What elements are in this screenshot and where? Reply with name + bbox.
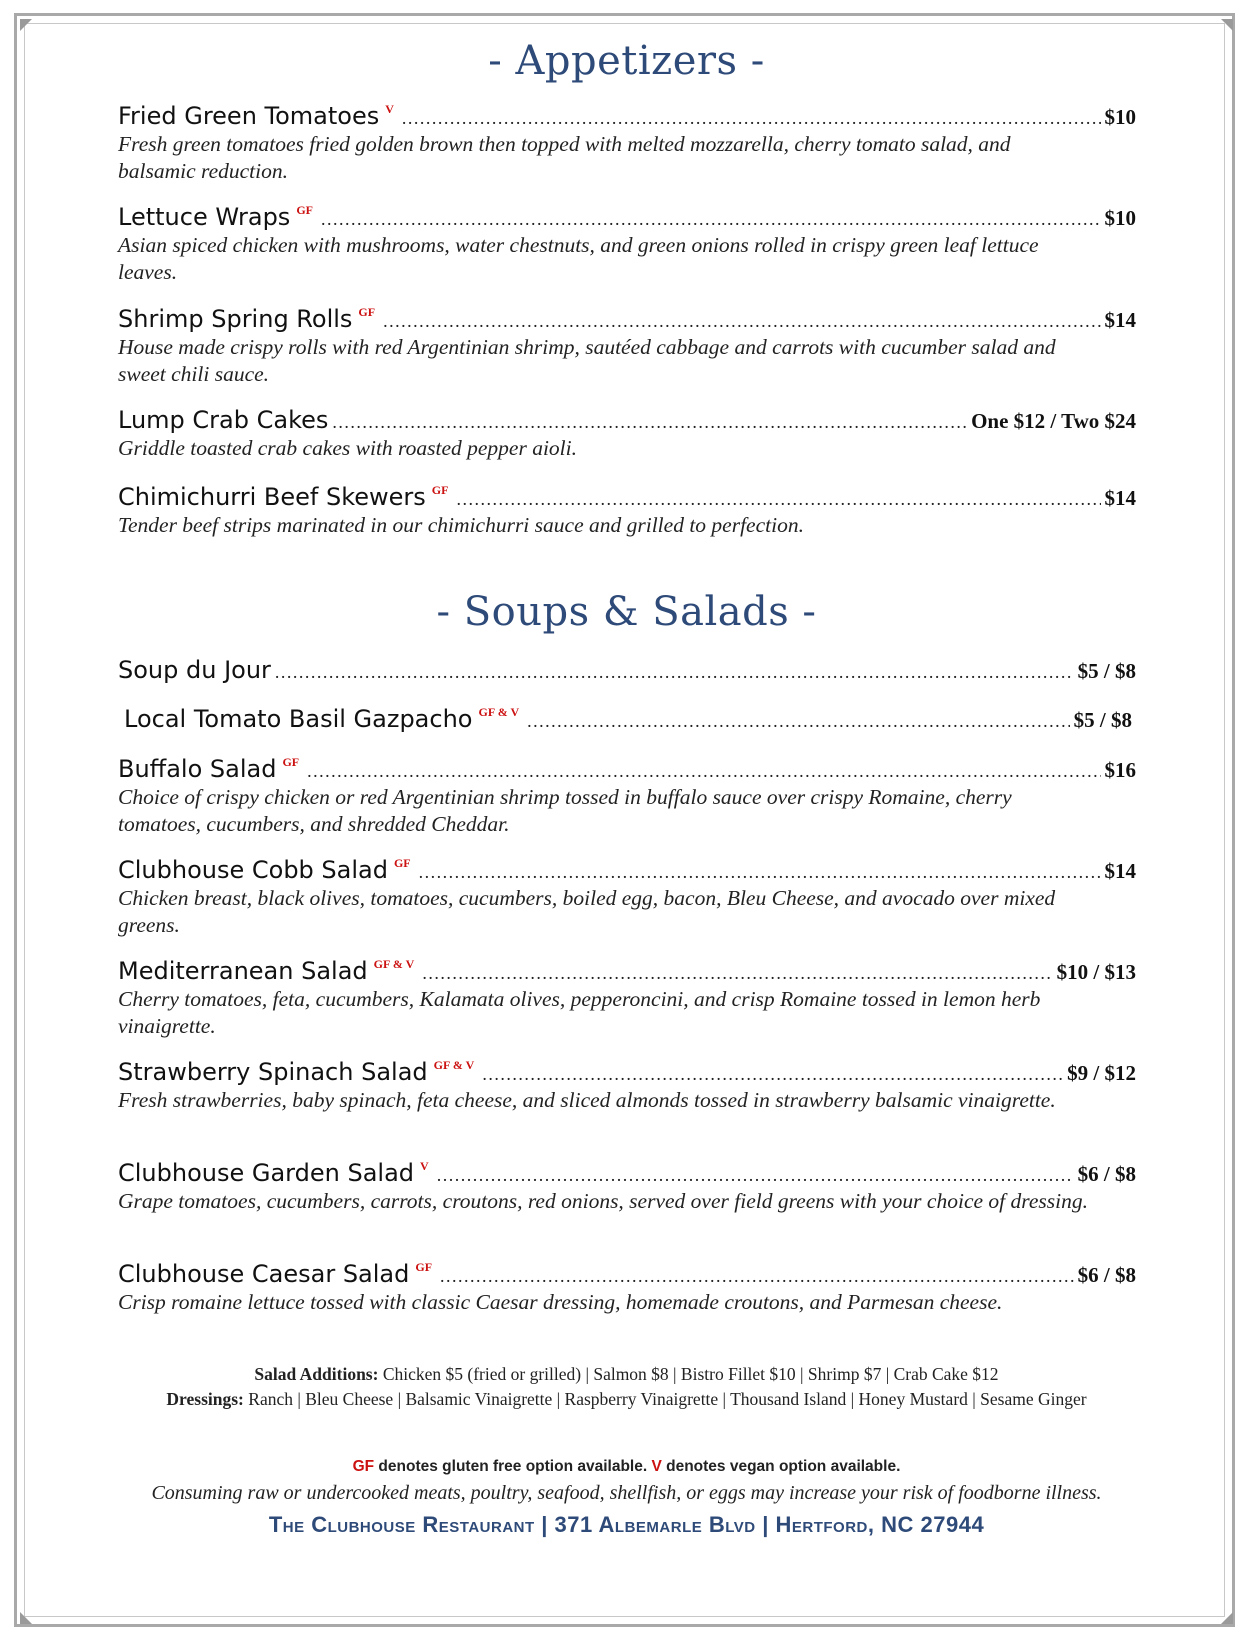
dot-leader bbox=[307, 761, 1100, 782]
item-name: Soup du Jour bbox=[118, 656, 271, 684]
item-name: Fried Green Tomatoes bbox=[118, 102, 380, 130]
item-price: $14 bbox=[1104, 859, 1136, 883]
dot-leader bbox=[437, 1165, 1074, 1186]
menu-item bbox=[118, 203, 1136, 286]
item-price: $5 / $8 bbox=[1073, 708, 1132, 732]
menu-item bbox=[118, 856, 1136, 939]
diet-tag: GF bbox=[282, 755, 300, 769]
menu-item bbox=[118, 102, 1136, 185]
legend-gf-text: denotes gluten free option available. bbox=[374, 1458, 652, 1475]
item-name: Shrimp Spring Rolls bbox=[118, 305, 353, 333]
diet-tag: GF bbox=[415, 1260, 433, 1274]
dot-leader bbox=[332, 412, 967, 433]
item-price: $10 / $13 bbox=[1056, 960, 1136, 984]
item-name: Buffalo Salad bbox=[118, 755, 277, 783]
diet-tag: GF & V bbox=[478, 705, 520, 719]
dot-leader bbox=[321, 209, 1101, 230]
item-description: Fresh strawberries, baby spinach, feta cheese, and sliced almonds tossed in strawberry balsamic vinaigrette. bbox=[118, 1088, 1056, 1112]
diet-tag: V bbox=[385, 102, 394, 116]
menu-item bbox=[118, 305, 1136, 388]
item-price: $5 / $8 bbox=[1077, 659, 1136, 683]
dot-leader bbox=[527, 711, 1070, 732]
item-price: $9 / $12 bbox=[1067, 1061, 1136, 1085]
dot-leader bbox=[402, 108, 1101, 129]
food-safety-warning: Consuming raw or undercooked meats, poultry, seafood, shellfish, or eggs may increase your risk of foodborne illness. bbox=[151, 1482, 1102, 1504]
item-name: Clubhouse Garden Salad bbox=[118, 1159, 415, 1187]
item-description: Chicken breast, black olives, tomatoes, cucumbers, boiled egg, bacon, Bleu Cheese, and avocado over mixed greens. bbox=[118, 886, 1056, 937]
item-price: $14 bbox=[1104, 308, 1136, 332]
diet-legend bbox=[0, 1458, 1253, 1476]
item-description: Grape tomatoes, cucumbers, carrots, croutons, red onions, served over field greens with your choice of dressing. bbox=[118, 1189, 1088, 1213]
additions-text: Chicken $5 (fried or grilled) | Salmon $8 | Bistro Fillet $10 | Shrimp $7 | Crab Cake $12 bbox=[382, 1364, 999, 1384]
item-price: $14 bbox=[1104, 486, 1136, 510]
dot-leader bbox=[419, 862, 1101, 883]
item-description: Choice of crispy chicken or red Argentinian shrimp tossed in buffalo sauce over crispy Romaine, cherry tomatoes, cucumbers, and shredded Cheddar. bbox=[118, 785, 1012, 836]
item-price: $6 / $8 bbox=[1077, 1263, 1136, 1287]
dot-leader bbox=[422, 963, 1052, 984]
dot-leader bbox=[440, 1266, 1074, 1287]
item-name: Strawberry Spinach Salad bbox=[118, 1058, 428, 1086]
corner-ornament bbox=[20, 1612, 32, 1624]
dot-leader bbox=[383, 311, 1100, 332]
diet-tag: GF bbox=[358, 305, 376, 319]
menu-item bbox=[124, 705, 1132, 733]
diet-tag: V bbox=[420, 1159, 429, 1173]
diet-tag: GF bbox=[393, 856, 411, 870]
item-price: $10 bbox=[1104, 105, 1136, 129]
menu-item bbox=[118, 406, 1136, 462]
menu-item bbox=[118, 755, 1136, 838]
item-name: Clubhouse Caesar Salad bbox=[118, 1260, 410, 1288]
item-name: Lettuce Wraps bbox=[118, 203, 291, 231]
corner-ornament bbox=[20, 19, 32, 31]
restaurant-address: The Clubhouse Restaurant | 371 Albemarle Blvd | Hertford, NC 27944 bbox=[268, 1512, 985, 1537]
item-price: $10 bbox=[1104, 206, 1136, 230]
menu-item bbox=[118, 656, 1136, 684]
diet-tag: GF & V bbox=[433, 1058, 475, 1072]
dot-leader bbox=[456, 489, 1100, 510]
legend-v-text: denotes vegan option available. bbox=[661, 1458, 901, 1475]
item-description: Crisp romaine lettuce tossed with classic Caesar dressing, homemade croutons, and Parmesan cheese. bbox=[118, 1290, 1003, 1314]
item-name: Chimichurri Beef Skewers bbox=[118, 483, 426, 511]
salad-additions bbox=[0, 1362, 1253, 1412]
corner-ornament bbox=[1221, 19, 1233, 31]
item-name: Local Tomato Basil Gazpacho bbox=[124, 705, 473, 733]
item-name: Clubhouse Cobb Salad bbox=[118, 856, 388, 884]
diet-tag: GF & V bbox=[373, 957, 415, 971]
dot-leader bbox=[482, 1064, 1063, 1085]
menu-item bbox=[118, 957, 1136, 1040]
menu-item bbox=[118, 483, 1136, 539]
item-description: Cherry tomatoes, feta, cucumbers, Kalamata olives, pepperoncini, and crisp Romaine tossed in lemon herb vinaigrette. bbox=[118, 987, 1041, 1038]
item-description: Asian spiced chicken with mushrooms, water chestnuts, and green onions rolled in crispy green leaf lettuce leaves. bbox=[118, 233, 1039, 284]
additions-label: Salad Additions: bbox=[254, 1364, 379, 1384]
item-description: Fresh green tomatoes fried golden brown then topped with melted mozzarella, cherry tomato salad, and balsamic reduction. bbox=[118, 132, 1011, 183]
menu-item bbox=[118, 1159, 1136, 1215]
legend-v: V bbox=[651, 1458, 662, 1475]
corner-ornament bbox=[1221, 1612, 1233, 1624]
menu-item bbox=[118, 1058, 1136, 1114]
soups-salads-title: - Soups & Salads - bbox=[436, 589, 817, 635]
dot-leader bbox=[275, 662, 1074, 683]
item-price: One $12 / Two $24 bbox=[971, 409, 1136, 433]
item-description: Griddle toasted crab cakes with roasted pepper aioli. bbox=[118, 436, 578, 460]
item-description: Tender beef strips marinated in our chimichurri sauce and grilled to perfection. bbox=[118, 513, 804, 537]
dressings-text: Ranch | Bleu Cheese | Balsamic Vinaigrette | Raspberry Vinaigrette | Thousand Island | Honey Mustard | Sesame Ginger bbox=[248, 1389, 1087, 1409]
item-description: House made crispy rolls with red Argentinian shrimp, sautéed cabbage and carrots with cucumber salad and sweet chili sauce. bbox=[118, 335, 1056, 386]
diet-tag: GF bbox=[431, 483, 449, 497]
item-name: Lump Crab Cakes bbox=[118, 406, 329, 434]
dressings-label: Dressings: bbox=[166, 1389, 244, 1409]
legend-gf: GF bbox=[352, 1458, 375, 1475]
diet-tag: GF bbox=[296, 203, 313, 217]
item-price: $16 bbox=[1104, 758, 1136, 782]
item-price: $6 / $8 bbox=[1077, 1162, 1136, 1186]
appetizers-title: - Appetizers - bbox=[488, 38, 765, 84]
menu-item bbox=[118, 1260, 1136, 1316]
item-name: Mediterranean Salad bbox=[118, 957, 368, 985]
